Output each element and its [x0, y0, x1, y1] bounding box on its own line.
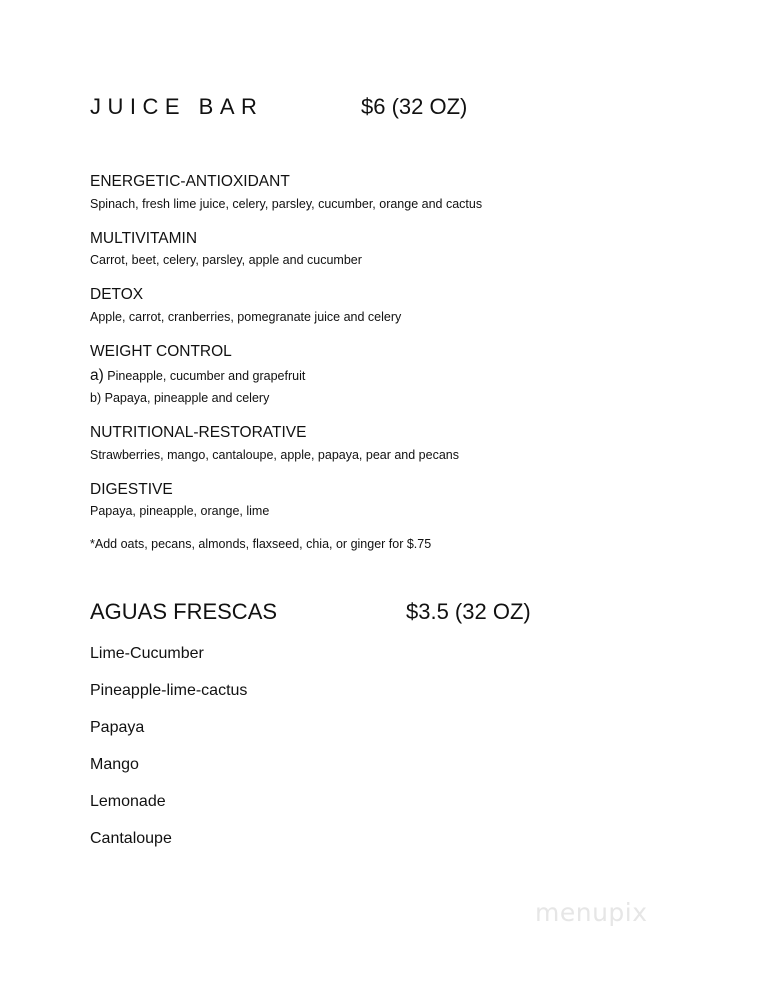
item-desc-multivitamin: Carrot, beet, celery, parsley, apple and cucumber: [90, 253, 362, 267]
item-name-multivitamin: MULTIVITAMIN: [90, 230, 198, 247]
weight-control-option-b: [90, 390, 269, 406]
agua-item-papaya: Papaya: [90, 719, 145, 736]
agua-item-lemonade: Lemonade: [90, 793, 166, 810]
menupix-watermark: menupix: [535, 898, 648, 927]
agua-item-pineapple-lime-cactus: Pineapple-lime-cactus: [90, 682, 248, 699]
juice-bar-title: JUICE BAR: [90, 94, 264, 119]
weight-control-option-a: [90, 368, 305, 384]
agua-item-mango: Mango: [90, 756, 139, 773]
aguas-frescas-price: $3.5 (32 OZ): [406, 599, 531, 624]
juice-bar-price: $6 (32 OZ): [361, 94, 468, 119]
item-name-nutritional-restorative: NUTRITIONAL-RESTORATIVE: [90, 424, 307, 441]
item-name-digestive: DIGESTIVE: [90, 481, 173, 498]
item-name-detox: DETOX: [90, 286, 144, 303]
item-desc-digestive: Papaya, pineapple, orange, lime: [90, 504, 270, 518]
agua-item-lime-cucumber: Lime-Cucumber: [90, 645, 204, 662]
item-desc-detox: Apple, carrot, cranberries, pomegranate juice and celery: [90, 310, 402, 324]
option-a-mark: a): [90, 367, 104, 384]
item-name-energetic-antioxidant: ENERGETIC-ANTIOXIDANT: [90, 173, 290, 190]
option-b-mark: b): [90, 391, 102, 405]
item-name-weight-control: WEIGHT CONTROL: [90, 343, 232, 360]
agua-item-cantaloupe: Cantaloupe: [90, 830, 172, 847]
item-desc-nutritional-restorative: Strawberries, mango, cantaloupe, apple, papaya, pear and pecans: [90, 448, 459, 462]
option-a-text: Pineapple, cucumber and grapefruit: [107, 369, 306, 383]
add-on-note: *Add oats, pecans, almonds, flaxseed, chia, or ginger for $.75: [90, 537, 432, 551]
aguas-frescas-title: AGUAS FRESCAS: [90, 599, 278, 624]
option-b-text: Papaya, pineapple and celery: [104, 391, 270, 405]
item-desc-energetic-antioxidant: Spinach, fresh lime juice, celery, parsley, cucumber, orange and cactus: [90, 197, 483, 211]
